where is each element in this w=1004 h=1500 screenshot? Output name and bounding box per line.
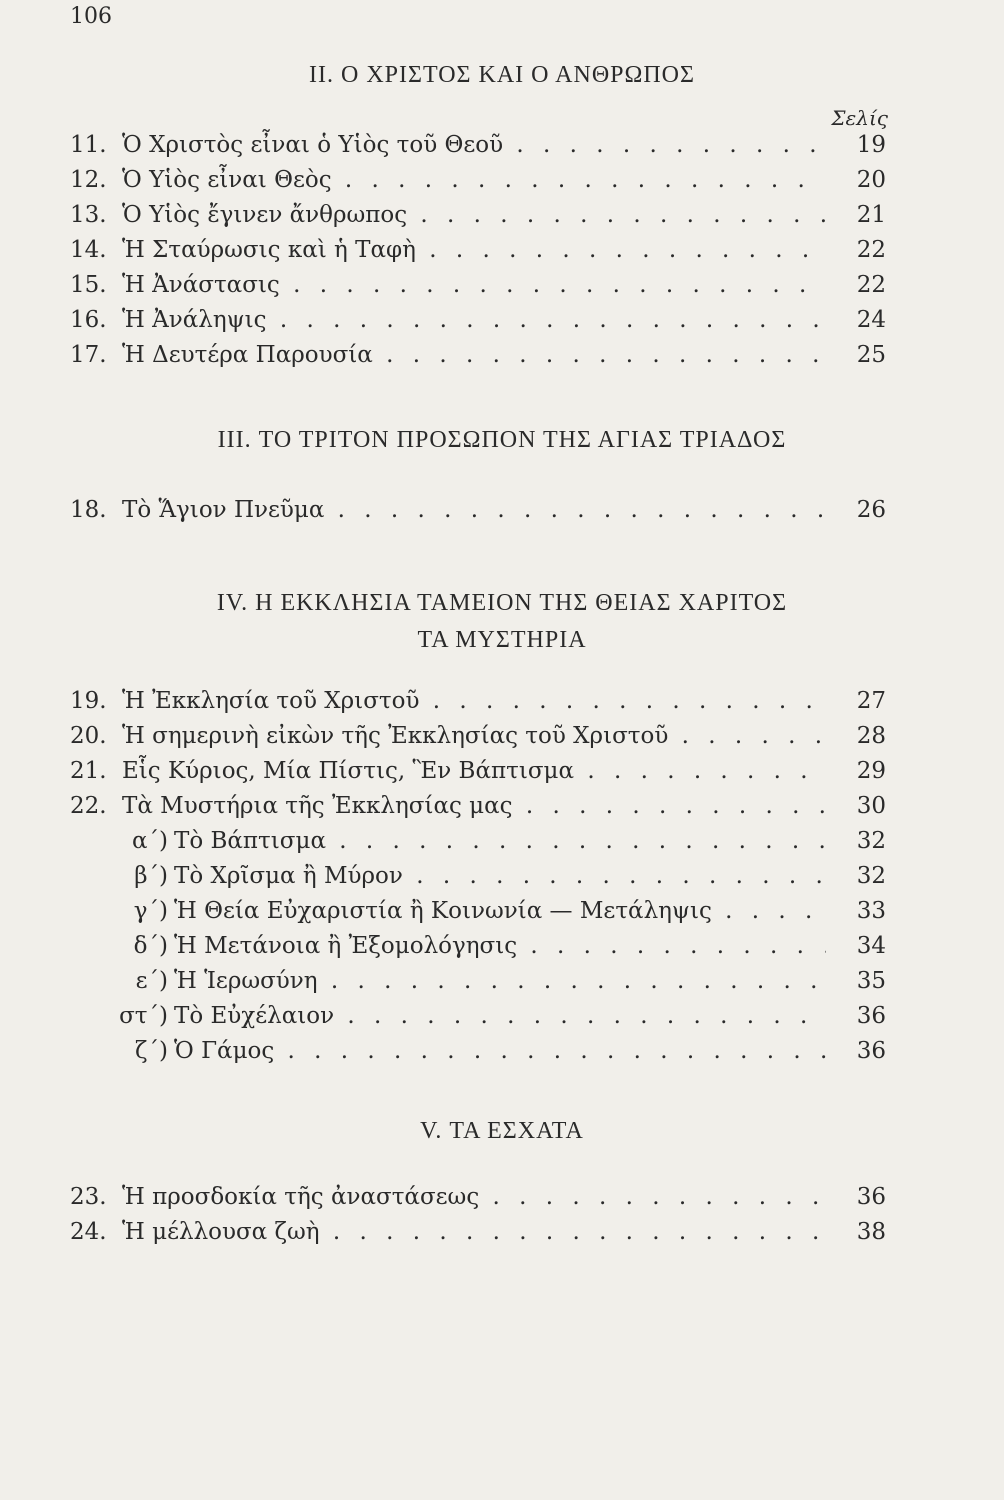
toc-entry-page: 29 — [856, 758, 886, 784]
toc-entry-page: 26 — [856, 497, 886, 523]
toc-entry-title: Ἡ Μετάνοια ἢ Ἐξομολόγησις . . . — [174, 928, 826, 964]
toc-entry-page: 20 — [856, 167, 886, 193]
toc-entry-number: α΄) — [131, 828, 168, 854]
page-number: 106 — [70, 4, 112, 29]
toc-entry — [70, 893, 886, 929]
toc-entry-title: Τὸ Χρῖσμα ἢ Μύρον . . . — [174, 858, 826, 894]
toc-entry-title: Ὁ Υἱὸς ἔγινεν ἄνθρωπος . . . — [122, 197, 826, 233]
toc-entry-number: 24. — [70, 1219, 107, 1245]
toc-entry-page: 36 — [856, 1038, 886, 1064]
toc-entry-page: 22 — [856, 272, 886, 298]
toc-entry-title: Ὁ Υἱὸς εἶναι Θεὸς . . . — [122, 162, 826, 198]
toc-entry-title: Ἡ Σταύρωσις καὶ ἡ Ταφὴ . . . — [122, 232, 826, 268]
toc-entry-page: 34 — [856, 933, 886, 959]
toc-entry-page: 25 — [856, 342, 886, 368]
toc-entry — [70, 232, 886, 268]
section-heading-ii: II. Ο ΧΡΙΣΤΟΣ ΚΑΙ Ο ΑΝΘΡΩΠΟΣ — [309, 62, 695, 88]
toc-entry-page: 33 — [856, 898, 886, 924]
toc-entry-title: Τὸ Ἅγιον Πνεῦμα . . . — [122, 492, 826, 528]
toc-entry-number: 13. — [70, 202, 107, 228]
toc-entry-page: 28 — [856, 723, 886, 749]
toc-entry — [70, 337, 886, 373]
toc-entry-number: 15. — [70, 272, 107, 298]
toc-entry-title: Ἡ Ἱερωσύνη . . . — [174, 963, 826, 999]
toc-entry-title: Ἡ μέλλουσα ζωὴ . . . — [122, 1214, 826, 1250]
toc-entry-title: Εἷς Κύριος, Μία Πίστις, Ἓν Βάπτισμα . . . — [122, 753, 826, 789]
toc-entry-page: 19 — [856, 132, 886, 158]
toc-entry-number: 23. — [70, 1184, 107, 1210]
toc-entry-number: ε΄) — [135, 968, 168, 994]
toc-entry — [70, 1179, 886, 1215]
toc-entry-number: 21. — [70, 758, 107, 784]
toc-entry — [70, 683, 886, 719]
toc-entry-number: 16. — [70, 307, 107, 333]
toc-entry — [70, 302, 886, 338]
toc-entry-number: 12. — [70, 167, 107, 193]
toc-entry — [70, 1214, 886, 1250]
toc-entry — [70, 197, 886, 233]
section-subheading-iv: ΤΑ ΜΥΣΤΗΡΙΑ — [417, 627, 587, 653]
toc-entry-title: Ὁ Γάμος . . . — [174, 1033, 826, 1069]
toc-entry — [70, 267, 886, 303]
toc-entry — [70, 928, 886, 964]
toc-entry-title: Ἡ προσδοκία τῆς ἀναστάσεως . . . — [122, 1179, 826, 1215]
toc-entry-number: β΄) — [134, 863, 168, 889]
toc-entry-page: 36 — [856, 1003, 886, 1029]
section-heading-iv: IV. Η ΕΚΚΛΗΣΙΑ ΤΑΜΕΙΟΝ ΤΗΣ ΘΕΙΑΣ ΧΑΡΙΤΟΣ — [216, 590, 788, 616]
toc-entry-title: Ἡ Ἀνάστασις . . . — [122, 267, 826, 303]
toc-entry-number: 11. — [70, 132, 107, 158]
toc-entry-page: 32 — [856, 828, 886, 854]
toc-entry-number: δ΄) — [133, 933, 168, 959]
toc-entry-title: Τὸ Βάπτισμα . . . — [174, 823, 826, 859]
toc-entry-title: Ἡ σημερινὴ εἰκὼν τῆς Ἐκκλησίας τοῦ Χριστοῦ . . . — [122, 718, 826, 754]
toc-entry-number: 19. — [70, 688, 107, 714]
toc-entry — [70, 1033, 886, 1069]
page-column-label: Σελίς — [831, 106, 888, 130]
toc-entry-title: Ἡ Ἐκκλησία τοῦ Χριστοῦ . . . — [122, 683, 826, 719]
toc-entry-page: 24 — [856, 307, 886, 333]
toc-entry — [70, 162, 886, 198]
toc-entry-page: 27 — [856, 688, 886, 714]
toc-entry — [70, 788, 886, 824]
toc-entry-number: 18. — [70, 497, 107, 523]
toc-entry-title: Ἡ Ἀνάληψις . . . — [122, 302, 826, 338]
toc-entry — [70, 718, 886, 754]
section-heading-iii: III. ΤΟ ΤΡΙΤΟΝ ΠΡΟΣΩΠΟΝ ΤΗΣ ΑΓΙΑΣ ΤΡΙΑΔΟΣ — [217, 427, 787, 453]
toc-entry-number: 20. — [70, 723, 107, 749]
toc-entry-number: ζ΄) — [135, 1038, 168, 1064]
toc-entry-page: 21 — [856, 202, 886, 228]
toc-entry-title: Ὁ Χριστὸς εἶναι ὁ Υἱὸς τοῦ Θεοῦ . . . — [122, 127, 826, 163]
toc-entry — [70, 753, 886, 789]
toc-entry-page: 32 — [856, 863, 886, 889]
toc-entry-page: 36 — [856, 1184, 886, 1210]
toc-entry-number: στ΄) — [119, 1003, 168, 1029]
toc-entry-number: 17. — [70, 342, 107, 368]
toc-entry-page: 35 — [856, 968, 886, 994]
toc-entry-number: 22. — [70, 793, 107, 819]
toc-entry-title: Ἡ Δευτέρα Παρουσία . . . — [122, 337, 826, 373]
toc-entry — [70, 492, 886, 528]
toc-entry-title: Ἡ Θεία Εὐχαριστία ἢ Κοινωνία — Μετάληψις . . . — [174, 893, 826, 929]
section-heading-v: V. ΤΑ ΕΣΧΑΤΑ — [420, 1118, 584, 1144]
toc-entry — [70, 998, 886, 1034]
toc-entry — [70, 858, 886, 894]
toc-entry-page: 22 — [856, 237, 886, 263]
toc-entry — [70, 823, 886, 859]
toc-entry-number: 14. — [70, 237, 107, 263]
toc-entry-page: 30 — [856, 793, 886, 819]
toc-entry-page: 38 — [856, 1219, 886, 1245]
toc-entry — [70, 963, 886, 999]
toc-entry-title: Τὰ Μυστήρια τῆς Ἐκκλησίας μας . . . — [122, 788, 826, 824]
toc-entry-number: γ΄) — [133, 898, 168, 924]
toc-entry-title: Τὸ Εὐχέλαιον . . . — [174, 998, 826, 1034]
toc-entry — [70, 127, 886, 163]
